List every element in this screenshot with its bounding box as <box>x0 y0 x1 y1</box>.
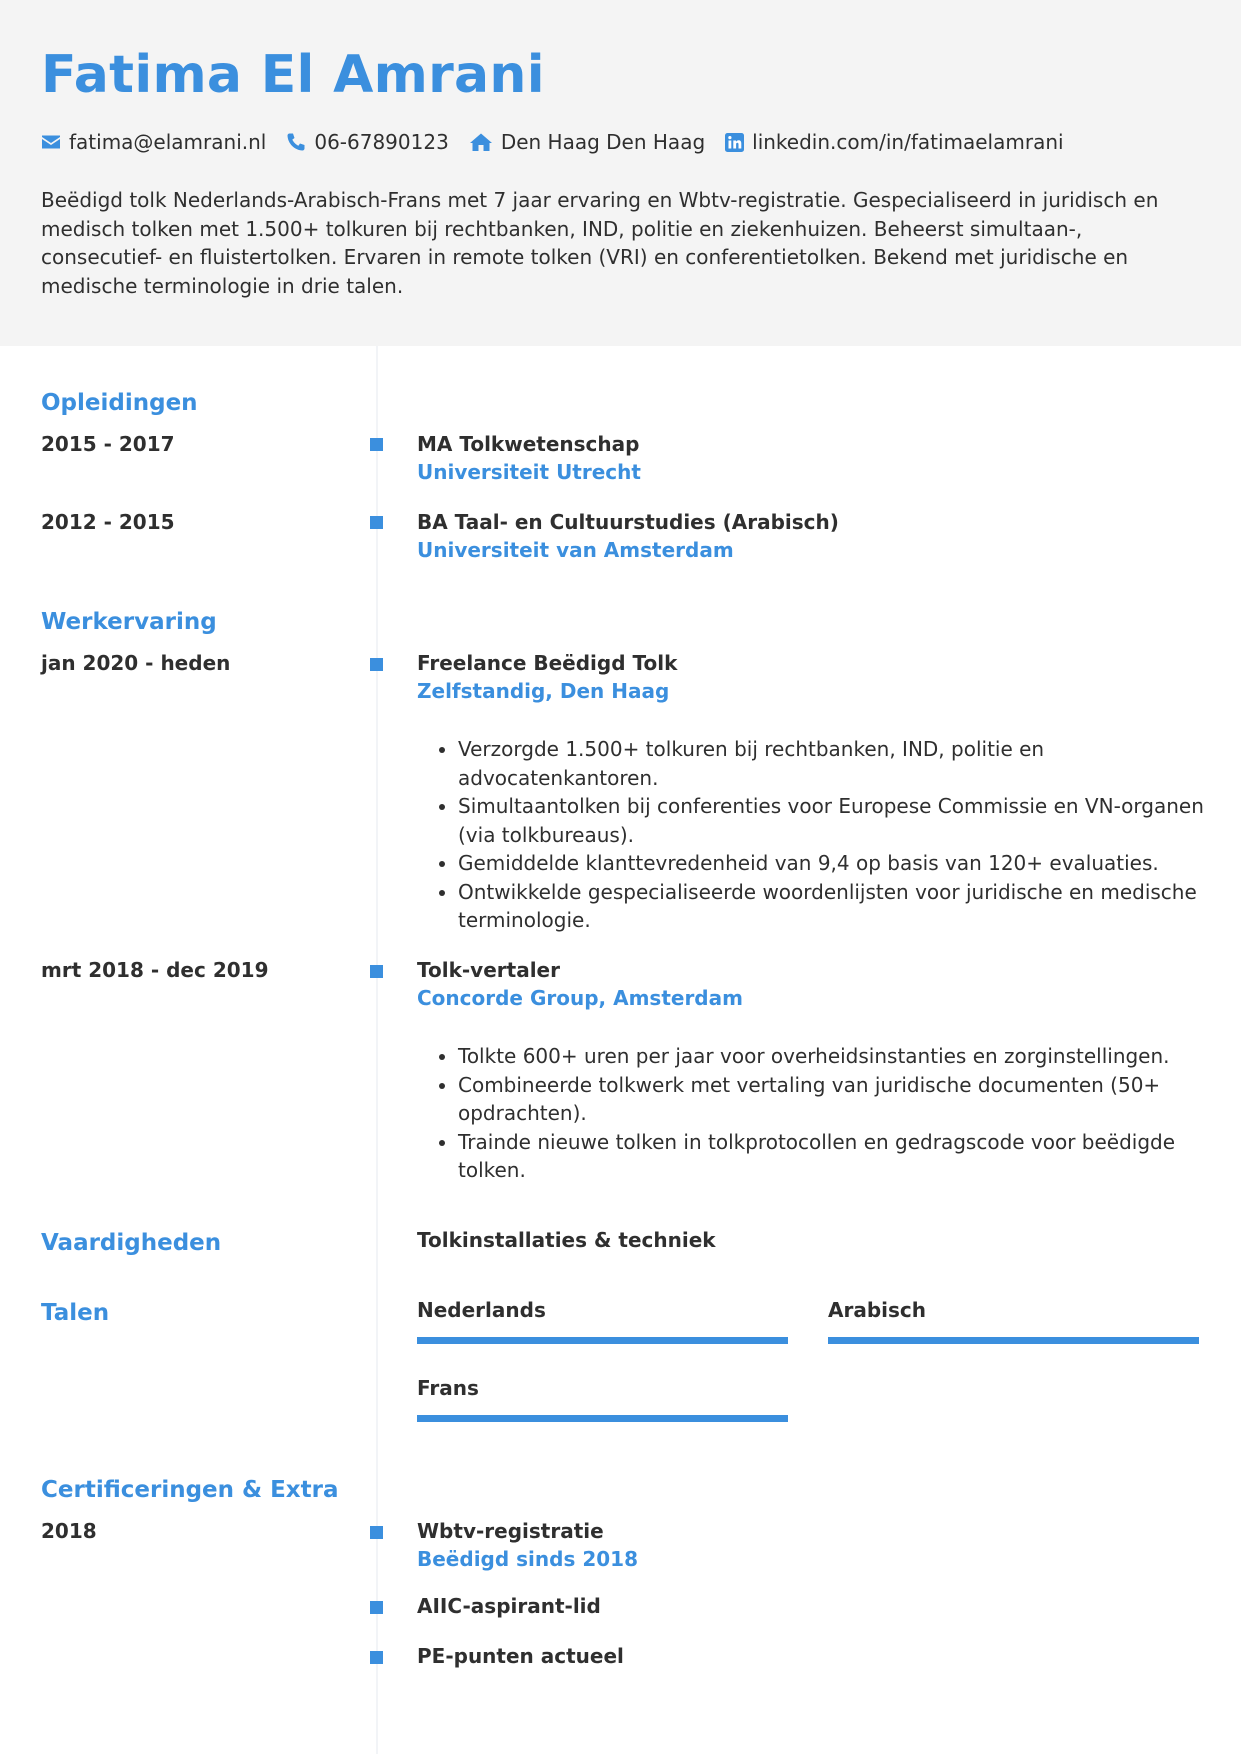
timeline-marker <box>370 516 383 529</box>
language-name: Arabisch <box>828 1298 927 1322</box>
education-institution: Universiteit van Amsterdam <box>417 538 734 562</box>
job-bullet: • Gemiddelde klanttevredenheid van 9,4 op basis van 120+ evaluaties. <box>458 849 1238 878</box>
language-level-fill <box>417 1415 788 1422</box>
certification-date: 2018 <box>41 1519 97 1543</box>
language-level-bar <box>828 1337 1199 1344</box>
education-date: 2015 - 2017 <box>41 432 175 456</box>
section-title-education: Opleidingen <box>41 390 198 416</box>
contact-location-text: Den Haag Den Haag <box>500 130 706 154</box>
job-bullet: • Ontwikkelde gespecialiseerde woordenlijsten voor juridische en medische terminologie. <box>458 878 1238 935</box>
header <box>0 0 1241 346</box>
profile-summary: Beëdigd tolk Nederlands-Arabisch-Frans met 7 jaar ervaring en Wbtv-registratie. Gespecialiseerd in juridisch en medisch tolken met 1.500+ tolkuren bij rechtbanken, IND, politie en ziekenhuizen. Beheerst simultaan-, consecutief- en fluistertolken. Ervaren in remote tolken (VRI) en conferentietolken. Bekend met juridische en medische terminologie in drie talen. <box>41 188 1159 298</box>
timeline-marker <box>370 438 383 451</box>
language-level-bar <box>417 1337 788 1344</box>
certification-detail: Beëdigd sinds 2018 <box>417 1547 638 1571</box>
language-name: Nederlands <box>417 1298 546 1322</box>
job-bullet: • Simultaantolken bij conferenties voor Europese Commissie en VN-organen (via tolkbureaus). <box>458 792 1238 849</box>
job-date: jan 2020 - heden <box>41 651 231 675</box>
job-title: Freelance Beëdigd Tolk <box>417 651 678 675</box>
section-title-certifications: Certificeringen & Extra <box>41 1477 339 1503</box>
education-institution: Universiteit Utrecht <box>417 460 641 484</box>
job-bullets <box>417 735 1238 935</box>
timeline-marker <box>370 1651 383 1664</box>
timeline-marker <box>370 658 383 671</box>
education-date: 2012 - 2015 <box>41 510 175 534</box>
home-icon <box>469 132 493 152</box>
certification-title: Wbtv-registratie <box>417 1519 604 1543</box>
contact-location <box>469 130 705 154</box>
job-title: Tolk-vertaler <box>417 958 560 982</box>
certification-title: PE-punten actueel <box>417 1644 624 1668</box>
certification-title: AIIC-aspirant-lid <box>417 1594 601 1618</box>
contact-linkedin-text: linkedin.com/in/fatimaelamrani <box>752 130 1064 154</box>
section-title-experience: Werkervaring <box>41 609 217 635</box>
linkedin-icon <box>725 133 744 152</box>
contact-linkedin[interactable] <box>725 130 1063 154</box>
job-bullet: • Trainde nieuwe tolken in tolkprotocollen en gedragscode voor beëdigde tolken. <box>458 1128 1238 1185</box>
language-level-bar <box>417 1415 788 1422</box>
job-bullets <box>417 1042 1238 1185</box>
candidate-name: Fatima El Amrani <box>41 45 545 105</box>
language-level-fill <box>828 1337 1199 1344</box>
timeline-marker <box>370 1601 383 1614</box>
job-company: Zelfstandig, Den Haag <box>417 679 670 703</box>
job-bullet: • Combineerde tolkwerk met vertaling van juridische documenten (50+ opdrachten). <box>458 1071 1238 1128</box>
job-bullet: • Verzorgde 1.500+ tolkuren bij rechtbanken, IND, politie en advocatenkantoren. <box>458 735 1238 792</box>
contact-row <box>41 128 1084 156</box>
job-bullet: • Tolkte 600+ uren per jaar voor overheidsinstanties en zorginstellingen. <box>458 1042 1238 1071</box>
phone-icon <box>286 132 306 152</box>
job-company: Concorde Group, Amsterdam <box>417 986 743 1010</box>
timeline-marker <box>370 1526 383 1539</box>
contact-email[interactable] <box>41 130 266 154</box>
skill-item: Tolkinstallaties & techniek <box>417 1228 716 1252</box>
timeline-divider <box>376 346 378 1754</box>
language-level-fill <box>417 1337 788 1344</box>
envelope-icon <box>41 134 61 150</box>
contact-phone-text: 06-67890123 <box>314 130 449 154</box>
contact-phone[interactable] <box>286 130 448 154</box>
contact-email-text: fatima@elamrani.nl <box>69 130 267 154</box>
timeline-marker <box>370 965 383 978</box>
education-degree: MA Tolkwetenschap <box>417 432 640 456</box>
language-name: Frans <box>417 1376 479 1400</box>
section-title-skills: Vaardigheden <box>41 1230 222 1256</box>
job-date: mrt 2018 - dec 2019 <box>41 958 269 982</box>
section-title-languages: Talen <box>41 1300 110 1326</box>
education-degree: BA Taal- en Cultuurstudies (Arabisch) <box>417 510 839 534</box>
